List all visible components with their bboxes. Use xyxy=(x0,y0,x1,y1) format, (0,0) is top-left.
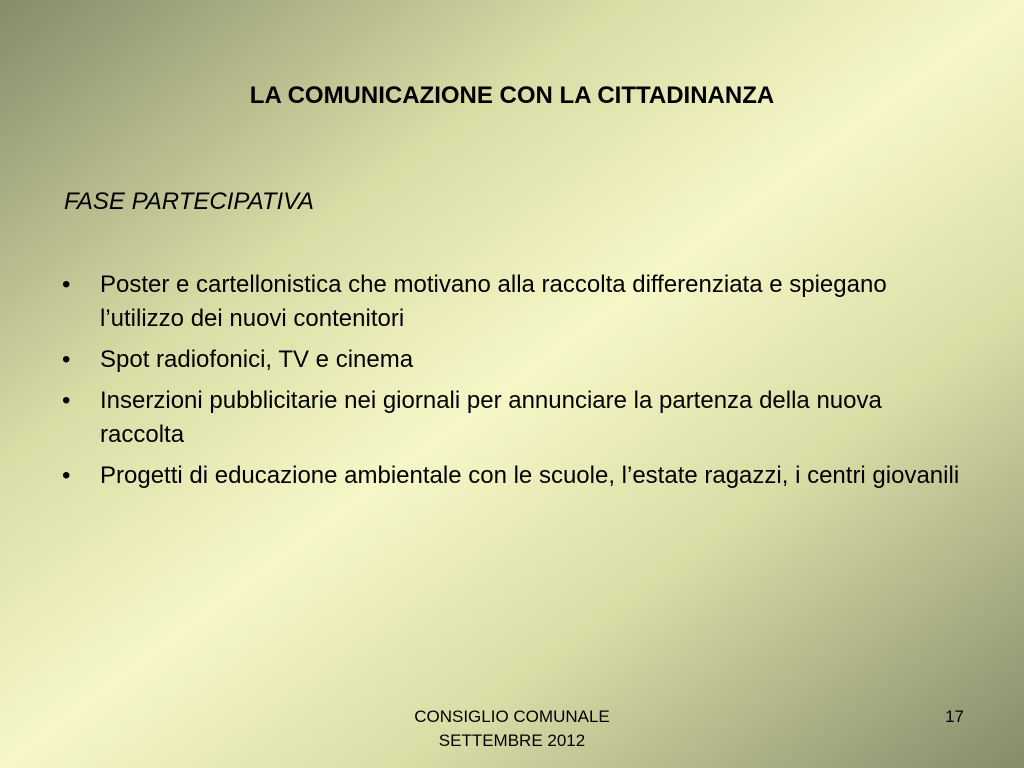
bullet-text: Inserzioni pubblicitarie nei giornali per annunciare la partenza della nuova raccolta xyxy=(100,387,882,448)
footer-text xyxy=(362,705,662,753)
bullet-icon: • xyxy=(62,346,71,373)
footer-line-1: CONSIGLIO COMUNALE xyxy=(414,707,610,726)
bullet-icon: • xyxy=(62,462,71,489)
slide-title: LA COMUNICAZIONE CON LA CITTADINANZA xyxy=(249,82,775,109)
footer-line-2: SETTEMBRE 2012 xyxy=(438,731,586,750)
bullet-item xyxy=(62,268,962,336)
section-subtitle: FASE PARTECIPATIVA xyxy=(64,188,314,215)
slide-number: 17 xyxy=(945,707,964,726)
bullet-icon: • xyxy=(62,271,71,298)
bullet-text: Progetti di educazione ambientale con le scuole, l’estate ragazzi, i centri giovanili xyxy=(100,462,960,489)
bullet-item xyxy=(62,459,962,493)
bullet-list xyxy=(62,268,962,500)
bullet-icon: • xyxy=(62,387,71,414)
bullet-text: Spot radiofonici, TV e cinema xyxy=(100,346,414,373)
bullet-item xyxy=(62,384,962,452)
bullet-text: Poster e cartellonistica che motivano alla raccolta differenziata e spiegano l’utilizzo dei nuovi contenitori xyxy=(100,271,887,332)
bullet-item xyxy=(62,343,962,377)
